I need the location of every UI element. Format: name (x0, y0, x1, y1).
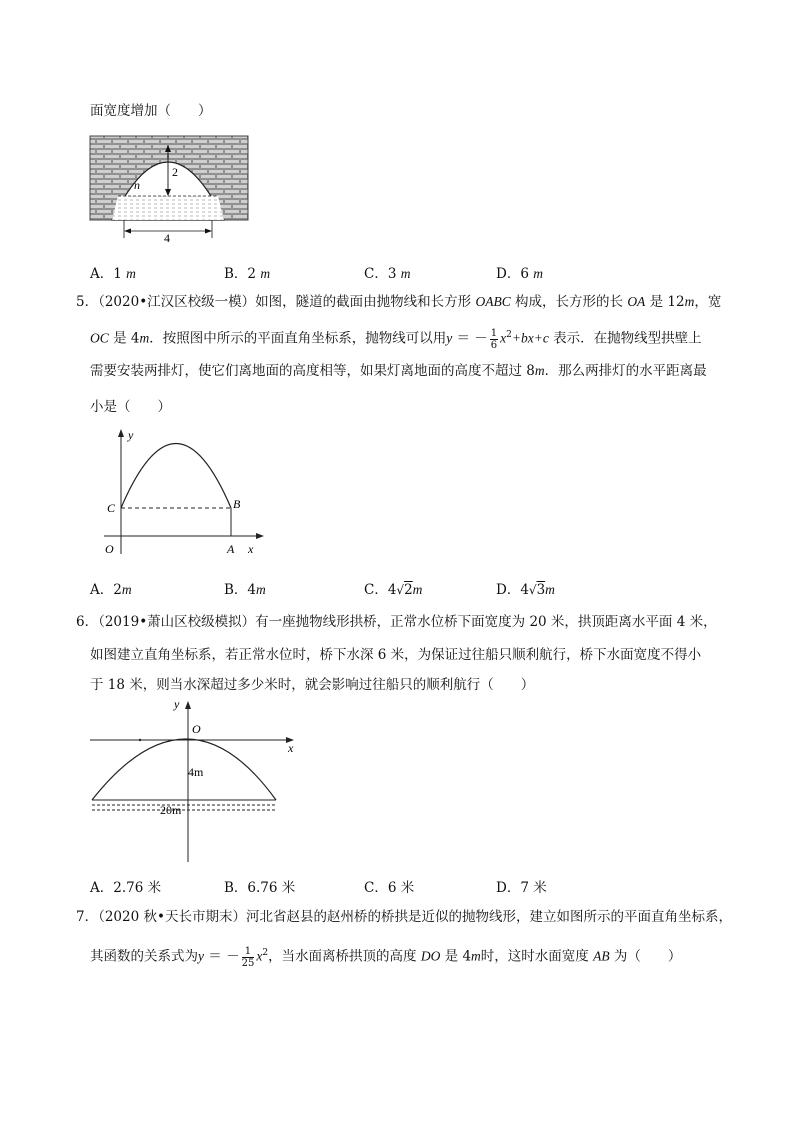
q6-x-label: x (288, 741, 294, 755)
q4-tunnel-figure (88, 134, 250, 244)
q6-bridge-figure (88, 696, 306, 864)
q5-option-c[interactable]: C．4√2m (364, 582, 423, 598)
q6-y-label: y (174, 697, 180, 711)
q5-text-line3: 需要安装两排灯，使它们离地面的高度相等，如果灯离地面的高度不超过 8m．那么两排灯的水平距离最 (90, 363, 707, 379)
q7-text-line2: 其函数的关系式为y ＝ － $\frac{1}{25}$ $x^2$，当水面离桥拱顶的高度 DO 是 4m时，这时水面宽度 AB 为（ ） (90, 945, 682, 969)
q6-text-line1: 6．（2019•萧山区校级模拟）有一座抛物线形拱桥，正常水位桥下面宽度为 20 米，拱顶距离水平面 4 米， (76, 614, 717, 630)
q4-option-c[interactable]: C．3 m (364, 266, 411, 282)
q5-option-a[interactable]: A．2m (90, 582, 132, 598)
q5-y-label: y (128, 428, 134, 442)
q4-height-label: 2 (172, 165, 178, 179)
q5-x-label: x (248, 542, 254, 556)
q5-text-line2: OC 是 4m．按照图中所示的平面直角坐标系，抛物线可以用y ＝ － $\frac{1}{6}$ $x^2+bx+c$ 表示．在抛物线型拱壁上 (90, 327, 702, 351)
q6-option-d[interactable]: D．7 米 (496, 880, 547, 896)
q4-option-b[interactable]: B．2 m (224, 266, 271, 282)
q5-text-line1: 5．（2020•江汉区校级一模）如图，隧道的截面由抛物线和长方形 OABC 构成，长方形的长 OA 是 12m，宽 (76, 294, 722, 310)
q5-tunnel-figure (100, 424, 270, 560)
q5-option-b[interactable]: B．4m (224, 582, 266, 598)
q5-fraction: $\frac{1}{6}$ (490, 327, 498, 351)
q6-option-a[interactable]: A．2.76 米 (90, 880, 162, 896)
q4-option-a[interactable]: A．1 m (90, 266, 136, 282)
q5-option-d[interactable]: D．4√3m (496, 582, 555, 598)
q5-o-label: O (105, 542, 114, 556)
q7-fraction: $\frac{1}{25}$ (241, 945, 255, 969)
q4-tail-text: 面宽度增加（ ） (90, 103, 212, 119)
q6-option-b[interactable]: B．6.76 米 (224, 880, 296, 896)
q6-text-line2: 如图建立直角坐标系，若正常水位时，桥下水深 6 米，为保证过往船只顺利航行，桥下水面宽度不得小 (90, 647, 702, 663)
q6-height-label: 4m (188, 765, 204, 779)
q4-option-d[interactable]: D．6 m (496, 266, 543, 282)
q6-text-line3: 于 18 米，则当水深超过多少米时，就会影响过往船只的顺利航行（ ） (90, 677, 535, 693)
q6-width-label: 20m (160, 803, 182, 817)
q5-b-label: B (233, 497, 241, 511)
q6-o-label: O (192, 722, 201, 736)
q6-option-c[interactable]: C．6 米 (364, 880, 415, 896)
q5-a-label: A (227, 542, 235, 556)
q7-text-line1: 7．（2020 秋•天长市期末）河北省赵县的赵州桥的桥拱是近似的抛物线形，建立如图所示的平面直角坐标系， (76, 909, 732, 925)
q5-c-label: C (107, 501, 116, 515)
q4-point-label: n (134, 178, 140, 192)
q5-text-line4: 小是（ ） (90, 399, 171, 415)
q4-width-label: 4 (164, 231, 170, 244)
